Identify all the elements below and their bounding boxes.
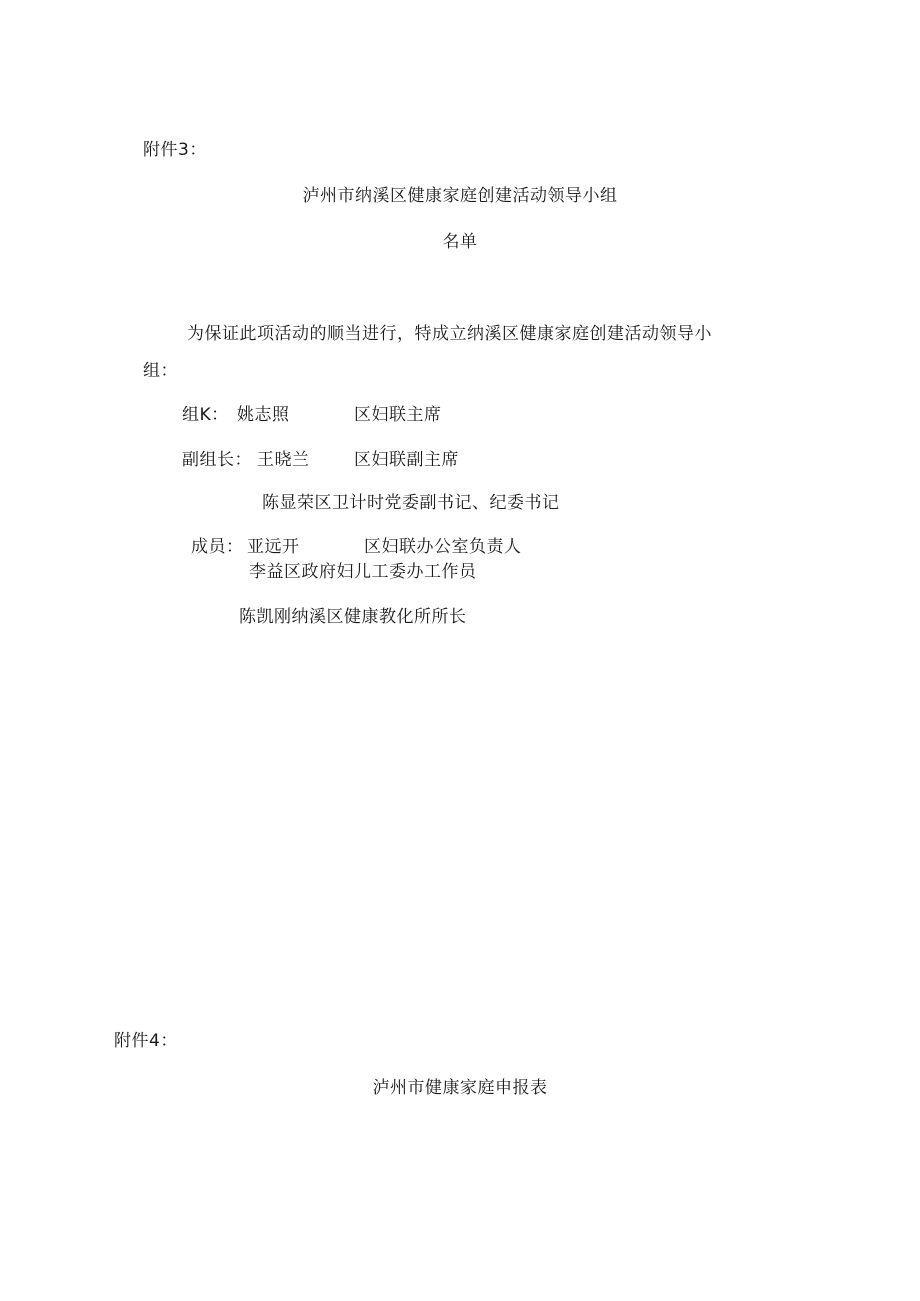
attachment-3-label: 附件3：: [143, 140, 207, 160]
attachment-4-label: 附件4：: [114, 1031, 178, 1051]
attachment-3-title-line2: 名单: [442, 232, 478, 252]
member-3: 陈凯刚纳溪区健康教化所所长: [239, 607, 467, 627]
member-2: 李益区政府妇儿工委办工作员: [249, 562, 477, 582]
member-1-position: 区妇联办公室负责人: [364, 537, 522, 557]
members-role: 成员：: [191, 537, 244, 557]
deputy-leader-2: 陈显荣区卫计时党委副书记、纪委书记: [262, 493, 560, 513]
intro-paragraph-line1: 为保证此项活动的顺当进行，特成立纳溪区健康家庭创建活动领导小: [187, 324, 712, 344]
leader-name: 姚志照: [237, 405, 290, 425]
leader-position: 区妇联主席: [354, 405, 442, 425]
member-1-name: 亚远开: [247, 537, 300, 557]
intro-paragraph-line2: 组：: [143, 361, 178, 381]
attachment-4-title: 泸州市健康家庭申报表: [372, 1078, 548, 1098]
leader-role: 组K：: [182, 405, 229, 425]
deputy-leader-name: 王晓兰: [257, 450, 310, 470]
attachment-3-title: 泸州市纳溪区健康家庭创建活动领导小组: [302, 186, 618, 206]
deputy-leader-position: 区妇联副主席: [354, 450, 459, 470]
deputy-leader-role: 副组长：: [182, 450, 252, 470]
